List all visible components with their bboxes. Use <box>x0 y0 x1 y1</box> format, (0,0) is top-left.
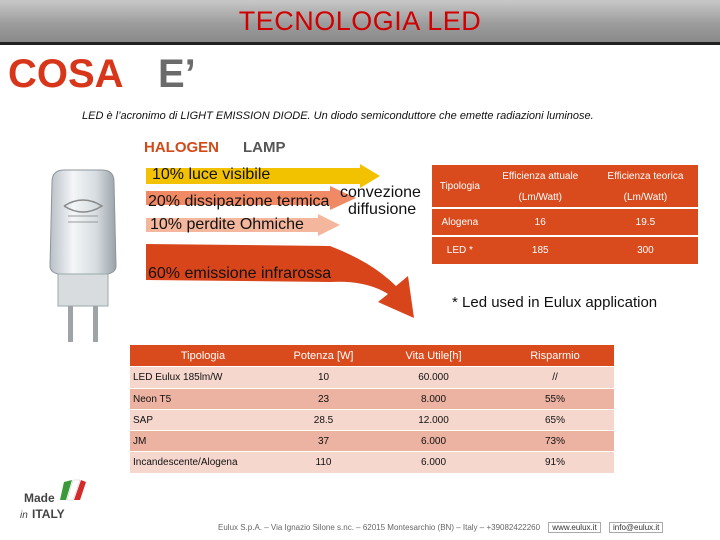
table-cell: LED * <box>432 236 488 264</box>
table-cell: 16 <box>488 208 593 236</box>
table-cell: SAP <box>130 410 276 431</box>
table-header-cell: Tipologia <box>130 345 276 367</box>
heading-e: E’ <box>158 52 196 96</box>
logo-made-text: Made <box>24 491 55 505</box>
table-cell: 110 <box>276 452 371 473</box>
table-cell: 65% <box>496 410 614 431</box>
table-header-cell: Efficienza attuale <box>488 164 593 188</box>
table-header-cell: Vita Utile[h] <box>371 345 496 367</box>
table-row <box>130 452 614 473</box>
table-cell: 10 <box>276 367 371 389</box>
table-header-cell: Tipologia <box>432 164 488 208</box>
table-row <box>130 367 614 389</box>
table-cell: Neon T5 <box>130 389 276 410</box>
efficiency-table <box>432 163 698 264</box>
footer-web-link[interactable]: www.eulux.it <box>548 522 600 533</box>
table-cell: // <box>496 367 614 389</box>
table-cell: 91% <box>496 452 614 473</box>
table-row <box>130 410 614 431</box>
flow-ohmic-text: 10% perdite Ohmiche <box>150 216 304 233</box>
flow-light-text: 10% luce visibile <box>152 166 271 183</box>
table-cell: JM <box>130 431 276 452</box>
table-cell: 60.000 <box>371 367 496 389</box>
table-header-cell: Potenza [W] <box>276 345 371 367</box>
footer-company-text: Eulux S.p.A. – Via Ignazio Silone s.nc. – 62015 Montesarchio (BN) – Italy – +39082422260 <box>218 523 541 532</box>
table-row <box>432 164 698 188</box>
footer <box>218 522 688 536</box>
table-cell: 6.000 <box>371 431 496 452</box>
table-cell: Incandescente/Alogena <box>130 452 276 473</box>
logo-italy-text: ITALY <box>32 507 65 521</box>
slide-title: TECNOLOGIA LED <box>238 6 482 36</box>
table-cell: 28.5 <box>276 410 371 431</box>
made-in-italy-logo <box>18 478 86 526</box>
table-row <box>432 208 698 236</box>
lamp-label: LAMP <box>243 139 286 156</box>
table-cell: 19.5 <box>593 208 698 236</box>
heading-cosa: COSA <box>8 52 124 96</box>
intro-text: LED è l’acronimo di LIGHT EMISSION DIODE. Un diodo semiconduttore che emette radiazioni luminose. <box>82 110 594 122</box>
table-cell: LED Eulux 185lm/W <box>130 367 276 389</box>
flow-heat-text: 20% dissipazione termica <box>148 193 330 210</box>
table-cell: 300 <box>593 236 698 264</box>
table-cell: 73% <box>496 431 614 452</box>
table-header-cell: Risparmio <box>496 345 614 367</box>
table-cell: 23 <box>276 389 371 410</box>
table-cell: 37 <box>276 431 371 452</box>
table-row <box>130 431 614 452</box>
halogen-label: HALOGEN <box>144 139 219 156</box>
table-unit-cell: (Lm/Watt) <box>593 188 698 208</box>
table-cell: 185 <box>488 236 593 264</box>
flow-convection-text: convezione <box>340 184 421 201</box>
table-cell: 55% <box>496 389 614 410</box>
table-row <box>130 389 614 410</box>
table-unit-cell: (Lm/Watt) <box>488 188 593 208</box>
logo-in-text: in <box>20 510 28 521</box>
table-cell: Alogena <box>432 208 488 236</box>
table-cell: 12.000 <box>371 410 496 431</box>
footer-email-link[interactable]: info@eulux.it <box>609 522 663 533</box>
table-cell: 6.000 <box>371 452 496 473</box>
flow-diffusion-text: diffusione <box>348 201 417 218</box>
table-row <box>432 236 698 264</box>
table-cell: 8.000 <box>371 389 496 410</box>
comparison-table <box>130 344 614 473</box>
efficiency-footnote: * Led used in Eulux application <box>452 294 658 311</box>
flow-infrared-text: 60% emissione infrarossa <box>148 265 332 282</box>
table-header-cell: Efficienza teorica <box>593 164 698 188</box>
table-row <box>130 345 614 367</box>
